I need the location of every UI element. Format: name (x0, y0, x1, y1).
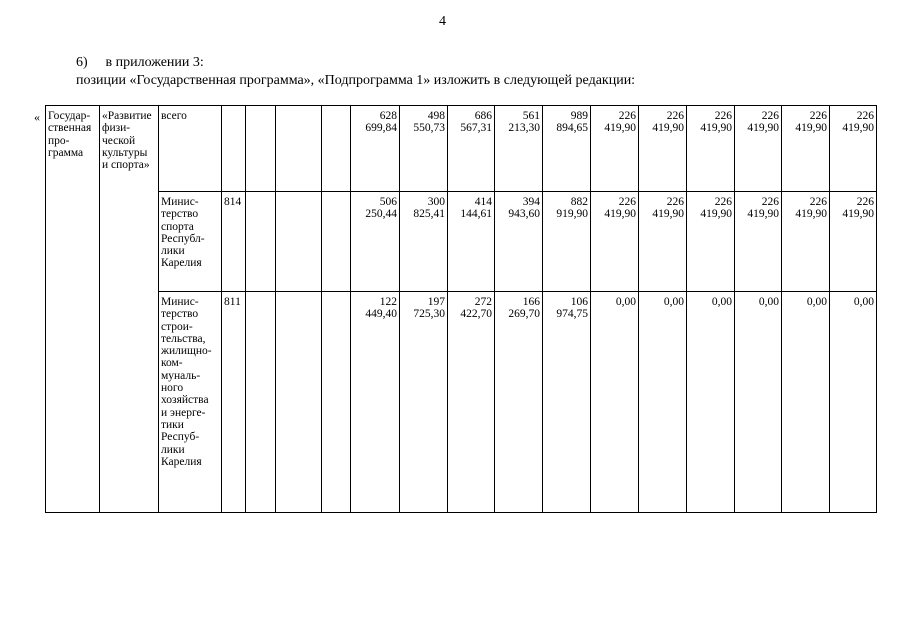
value-line: 419,90 (700, 208, 732, 221)
value-cell (448, 192, 495, 292)
value-cell (782, 292, 830, 513)
value-line: 300 (427, 196, 445, 208)
executor-line: Республ- (161, 232, 205, 245)
program-status-line: ственная (48, 122, 92, 135)
table-row (46, 292, 877, 513)
value-line: 419,90 (604, 208, 636, 221)
value-cell (351, 292, 400, 513)
executor-line: лики (161, 245, 185, 258)
value-line: 226 (618, 110, 636, 122)
value-line: 144,61 (460, 208, 492, 221)
value-line: 419,90 (747, 208, 779, 221)
value-line: 226 (809, 110, 827, 122)
value-line: 449,40 (365, 308, 397, 321)
value-line: 989 (570, 110, 588, 122)
value-cell (591, 106, 639, 192)
value-line: 419,90 (652, 208, 684, 221)
value-line: 197 (427, 296, 445, 308)
value-cell (830, 106, 877, 192)
value-line: 943,60 (508, 208, 540, 221)
executor-line: ком- (161, 357, 183, 370)
executor-line: Минис- (161, 196, 199, 208)
value-line: 272 (474, 296, 492, 308)
value-line: 226 (856, 196, 874, 208)
value-line: 213,30 (508, 122, 540, 135)
program-status-line: Государ- (48, 110, 91, 122)
value-line: 561 (522, 110, 540, 122)
empty-cell (322, 292, 351, 513)
value-line: 414 (474, 196, 492, 208)
value-line: 106 (570, 296, 588, 308)
executor-line: Минис- (161, 296, 199, 308)
value-line: 419,90 (747, 122, 779, 135)
value-line: 725,30 (413, 308, 445, 321)
opening-quote: « (34, 110, 40, 124)
executor-line: тики (161, 418, 184, 431)
program-status-line: грамма (48, 146, 84, 159)
executor-line: хозяйства (161, 394, 209, 407)
value-line: 394 (522, 196, 540, 208)
program-table (45, 105, 877, 513)
page-number: 4 (439, 14, 446, 29)
value-cell (400, 192, 448, 292)
value-cell (687, 106, 735, 192)
value-cell (495, 106, 543, 192)
value-cell (639, 292, 687, 513)
value-line: 506 (379, 196, 397, 208)
executor-line: строи- (161, 320, 193, 333)
value-cell (735, 292, 782, 513)
value-line: 0,00 (663, 296, 684, 308)
value-line: 419,90 (700, 122, 732, 135)
value-cell (448, 292, 495, 513)
amendment-item (76, 55, 204, 71)
value-line: 628 (379, 110, 397, 122)
value-line: 422,70 (460, 308, 492, 321)
value-cell (543, 106, 591, 192)
executor-line: спорта (161, 220, 194, 233)
value-cell (830, 292, 877, 513)
value-cell (830, 192, 877, 292)
value-line: 226 (666, 110, 684, 122)
value-cell (351, 106, 400, 192)
value-line: 226 (809, 196, 827, 208)
value-line: 0,00 (806, 296, 827, 308)
empty-cell (246, 106, 276, 192)
program-name-cell (100, 106, 159, 513)
value-line: 550,73 (413, 122, 445, 135)
code-cell: 814 (222, 192, 246, 292)
value-line: 974,75 (556, 308, 588, 321)
executor-cell (159, 192, 222, 292)
value-line: 498 (427, 110, 445, 122)
executor-cell (159, 292, 222, 513)
value-cell (687, 192, 735, 292)
value-cell (400, 106, 448, 192)
table-row (46, 106, 877, 192)
value-line: 122 (379, 296, 397, 308)
value-cell (782, 192, 830, 292)
value-cell (495, 292, 543, 513)
amendment-instruction: позиции «Государственная программа», «Подпрограмма 1» изложить в следующей редакции: (76, 73, 636, 88)
value-line: 825,41 (413, 208, 445, 221)
executor-line: муналь- (161, 369, 201, 382)
code-cell (222, 106, 246, 192)
executor-line: Карелия (161, 455, 202, 468)
value-line: 699,84 (365, 122, 397, 135)
value-line: 226 (714, 110, 732, 122)
empty-cell (246, 192, 276, 292)
executor-line: всего (161, 110, 187, 122)
value-line: 0,00 (615, 296, 636, 308)
value-line: 0,00 (853, 296, 874, 308)
table-row (46, 192, 877, 292)
program-status-line: про- (48, 134, 70, 147)
value-cell (591, 192, 639, 292)
value-line: 686 (474, 110, 492, 122)
value-cell (639, 106, 687, 192)
program-name-line: ческой (102, 134, 136, 147)
value-line: 419,90 (842, 122, 874, 135)
executor-line: ного (161, 382, 184, 395)
value-line: 919,90 (556, 208, 588, 221)
value-cell (735, 106, 782, 192)
value-line: 226 (714, 196, 732, 208)
value-line: 0,00 (711, 296, 732, 308)
value-line: 882 (570, 196, 588, 208)
value-line: 226 (618, 196, 636, 208)
value-line: 250,44 (365, 208, 397, 221)
executor-line: Респуб- (161, 431, 200, 444)
code-cell: 811 (222, 292, 246, 513)
program-status-cell (46, 106, 100, 513)
executor-line: тельства, (161, 332, 206, 345)
executor-line: Карелия (161, 257, 202, 270)
executor-line: лики (161, 443, 185, 456)
item-number: 6) (76, 55, 88, 70)
value-cell (495, 192, 543, 292)
value-line: 0,00 (758, 296, 779, 308)
empty-cell (276, 292, 322, 513)
value-cell (591, 292, 639, 513)
value-cell (400, 292, 448, 513)
value-line: 419,90 (652, 122, 684, 135)
value-line: 419,90 (795, 122, 827, 135)
empty-cell (322, 106, 351, 192)
value-cell (543, 292, 591, 513)
value-line: 419,90 (604, 122, 636, 135)
value-line: 894,65 (556, 122, 588, 135)
item-text: в приложении 3: (105, 55, 204, 70)
value-cell (782, 106, 830, 192)
empty-cell (276, 106, 322, 192)
value-line: 226 (761, 110, 779, 122)
value-line: 419,90 (842, 208, 874, 221)
value-cell (735, 192, 782, 292)
program-name-line: «Развитие (102, 110, 152, 122)
empty-cell (246, 292, 276, 513)
executor-line: терство (161, 208, 199, 221)
value-cell (687, 292, 735, 513)
empty-cell (276, 192, 322, 292)
executor-line: терство (161, 308, 199, 321)
value-line: 419,90 (795, 208, 827, 221)
value-cell (448, 106, 495, 192)
empty-cell (322, 192, 351, 292)
program-name-line: и спорта» (102, 159, 150, 172)
value-line: 269,70 (508, 308, 540, 321)
value-line: 567,31 (460, 122, 492, 135)
value-cell (351, 192, 400, 292)
value-line: 166 (522, 296, 540, 308)
value-cell (639, 192, 687, 292)
executor-line: жилищно- (161, 345, 212, 358)
program-name-line: физи- (102, 122, 131, 135)
value-line: 226 (761, 196, 779, 208)
value-cell (543, 192, 591, 292)
value-line: 226 (666, 196, 684, 208)
value-line: 226 (856, 110, 874, 122)
executor-cell (159, 106, 222, 192)
executor-line: и энерге- (161, 406, 206, 419)
program-name-line: культуры (102, 146, 148, 159)
